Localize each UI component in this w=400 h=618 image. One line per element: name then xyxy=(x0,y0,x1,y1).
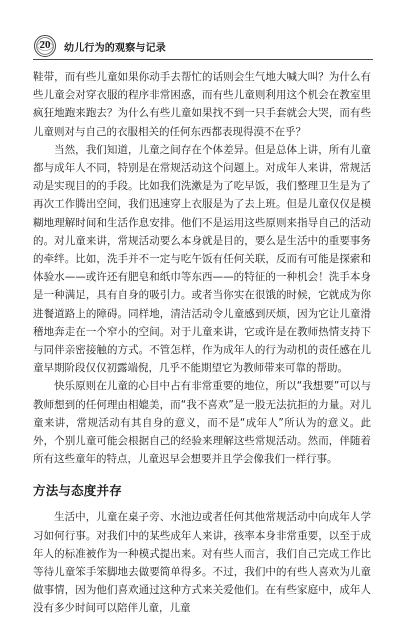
paragraph: 快乐原则在儿童的心目中占有非常重要的地位，所以“我想要”可以与教师想到的任何理由相媲美，而“我不喜欢”是一股无法抗拒的力量。对儿童来讲，常规活动有其自身的意义，而不是“成年人”所认为的意义。此外，个别儿童可能会根据自己的经验来理解这些常规活动。然而，伴随着所有这些童年的特点，儿童迟早会想要并且学会像我们一样行事。 xyxy=(33,380,371,466)
page-header xyxy=(33,34,373,62)
body-text xyxy=(33,68,371,618)
paragraph: 当然，我们知道，儿童之间存在个体差异。但是总体上讲，所有儿童都与成年人不同，特别是在常规活动这个问题上。对成年人来讲，常规活动是实现目的的手段。比如我们洗漱是为了吃早饭，我们整理卫生是为了再次工作腾出空间，我们迅速穿上衣服是为了去上班。但是儿童仅仅是模糊地理解时间和生活作息安排。他们不是运用这些原则来指导自己的活动的。对儿童来讲，常规活动要么本身就是目的，要么是生活中的重要事务的牵绊。比如，洗手并不一定与吃午饭有任何关联，反而有可能是探索和体验水——或许还有肥皂和纸巾等东西——的特征的一种机会！洗手本身是一种满足，具有自身的吸引力。或者当你实在很饿的时候，它就成为你进餐道路上的障碍。同样地，清洁活动令儿童感到厌烦，因为它让儿童滑稽地奔走在一个窄小的空间。对于儿童来讲，它或许是在教师热情支持下与同伴亲密接触的方式。不管怎样，作为成年人的行为动机的责任感在儿童早期阶段仅仅初露端倪，几乎不能期望它为教师带来可靠的帮助。 xyxy=(33,143,371,375)
running-title: 幼儿行为的观察与记录 xyxy=(64,43,166,54)
page-number-badge xyxy=(33,34,57,58)
section-paragraph: 生活中，儿童在桌子旁、水池边或者任何其他常规活动中向成年人学习如何行事。对我们中的某些成年人来讲，孩率本身非常重要，以至于成年人的标准被作为一种模式提出来。对有些人而言，我们自己完成工作比等待儿童笨手笨脚地去做要简单得多。不过，我们中的有些人喜欢为儿童做事情，因为他们喜欢通过这种方式来关爱他们。在有些家庭中，成年人没有多少时间可以陪伴儿童，儿童 xyxy=(33,511,371,615)
paragraph-continuation: 鞋带，而有些儿童如果你动手去帮忙的话则会生气地大喊大叫？为什么有些儿童会对穿衣服的程序非常困惑，而有些儿童则利用这个机会在教室里疯狂地跑来跑去？为什么有些儿童如果找不到一只手套就会大哭，而有些儿童则对与自己的衣服相关的任何东西都表现得漠不在乎？ xyxy=(33,71,371,138)
header-rule xyxy=(33,59,373,60)
section-heading: 方法与态度并存 xyxy=(33,483,122,499)
page-number: 20 xyxy=(39,39,51,51)
